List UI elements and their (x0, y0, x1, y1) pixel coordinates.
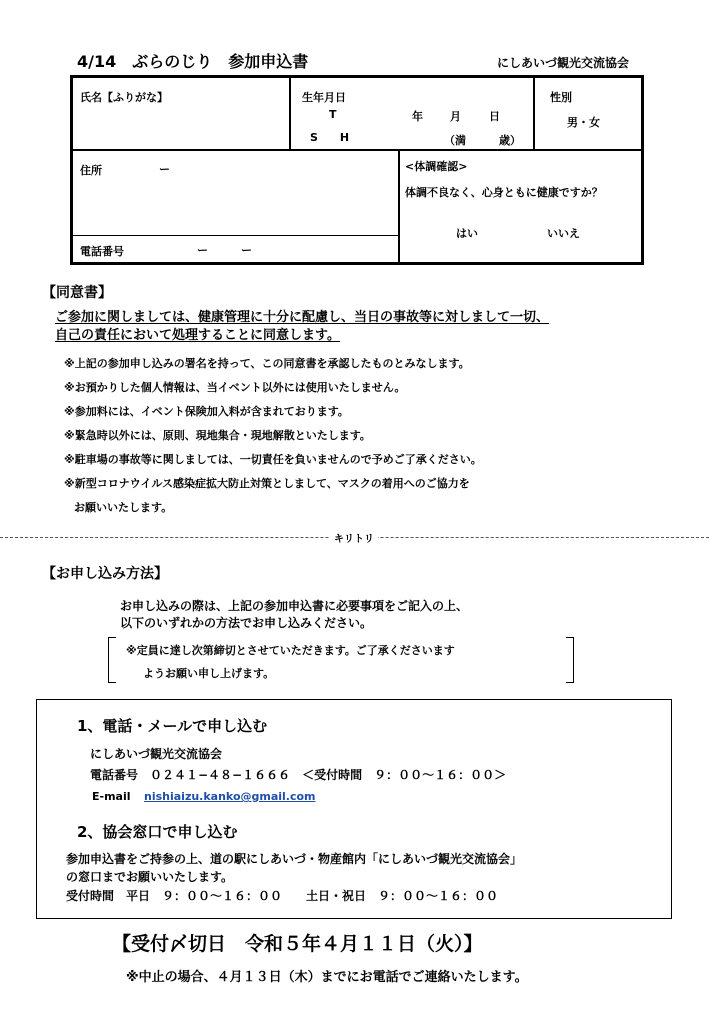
consent-line-1: ご参加に関しましては、健康管理に十分に配慮し、当日の事故等に対しまして一切、 (55, 310, 550, 325)
gender-label: 性別 (550, 91, 572, 104)
health-label: <体調確認> (405, 160, 468, 173)
method-1-phone: 電話番号 ０２４１−４８−１６６６ ＜受付時間 ９：００〜１６：００＞ (90, 768, 507, 782)
method-1-org: にしあいづ観光交流協会 (90, 747, 223, 761)
health-no: いいえ (547, 227, 580, 240)
form-col-divider (289, 78, 291, 151)
email-link[interactable]: nishiaizu.kanko@gmail.com (144, 790, 316, 803)
bracket-right (566, 637, 574, 683)
method-2-line-1: 参加申込書をご持参の上、道の駅にしあいづ・物産館内「にしあいづ観光交流協会」 (66, 852, 523, 866)
notice-line-2: ようお願い申し上げます。 (143, 667, 275, 680)
apply-heading: 【お申し込み方法】 (42, 566, 168, 582)
phone-dashes: ー ー (197, 244, 252, 257)
bracket-left (108, 637, 116, 683)
address-dash: ー (159, 163, 170, 176)
method-1-title: 1、電話・メールで申し込む (77, 717, 268, 735)
consent-note: ※新型コロナウイルス感染症拡大防止対策としまして、マスクの着用へのご協力を (64, 477, 470, 490)
consent-note: ※駐車場の事故等に関しましては、一切責任を負いませんので予めご了承ください。 (64, 453, 482, 466)
method-1-email-label: E-mail (92, 790, 131, 803)
consent-note: ※参加料には、イベント保険加入料が含まれております。 (64, 405, 349, 418)
cut-label: キリトリ (330, 530, 378, 545)
health-yes: はい (456, 227, 478, 240)
form-col-divider (398, 151, 400, 262)
method-2-line-2: の窓口までお願いいたします。 (66, 870, 234, 884)
method-2-title: 2、協会窓口で申し込む (77, 823, 238, 841)
form-col-divider (533, 78, 535, 151)
notice-box (108, 637, 574, 683)
form-row-divider (73, 235, 398, 236)
birth-day: 日 (489, 110, 500, 123)
deadline: 【受付〆切日 令和５年４月１１日（火）】 (112, 933, 483, 955)
consent-note: ※緊急時以外には、原則、現地集合・現地解散といたします。 (64, 429, 371, 442)
phone-label: 電話番号 (80, 245, 124, 258)
apply-intro-2: 以下のいずれかの方法でお申し込みください。 (120, 616, 373, 630)
apply-intro-1: お申し込みの際は、上記の参加申込書に必要事項をご記入の上、 (120, 599, 469, 613)
gender-options: 男・女 (567, 116, 600, 129)
consent-note: ※上記の参加申し込みの署名を持って、この同意書を承認したものとみなします。 (64, 357, 470, 370)
consent-line-2: 自己の責任において処理することに同意します。 (55, 328, 340, 343)
consent-note: ※お預かりした個人情報は、当イベント以外には使用いたしません。 (64, 381, 406, 394)
method-2-hours: 受付時間 平日 ９：００〜１６：００ 土日・祝日 ９：００〜１６：００ (66, 889, 499, 903)
method-box (36, 699, 672, 919)
birth-label: 生年月日 (302, 91, 346, 104)
birth-age: （満 歳） (444, 134, 521, 147)
name-label: 氏名【ふりがな】 (80, 91, 168, 104)
final-note: ※中止の場合、４月１３日（木）までにお電話でご連絡いたします。 (126, 970, 528, 985)
organization-name: にしあいづ観光交流協会 (497, 56, 630, 70)
consent-heading: 【同意書】 (42, 285, 112, 301)
consent-note: お願いいたします。 (74, 501, 173, 514)
page-title: 4/14 ぶらのじり 参加申込書 (77, 52, 309, 71)
notice-line-1: ※定員に達し次第締切とさせていただきます。ご了承くださいます (126, 644, 455, 657)
birth-year: 年 (412, 110, 423, 123)
birth-era-t: T (329, 108, 337, 121)
birth-month: 月 (450, 110, 461, 123)
birth-era-sh: S H (310, 131, 350, 144)
address-label: 住所 (80, 164, 102, 177)
form-row-divider (73, 149, 641, 151)
health-question: 体調不良なく、心身ともに健康ですか？ (405, 186, 603, 199)
application-form (70, 75, 644, 265)
